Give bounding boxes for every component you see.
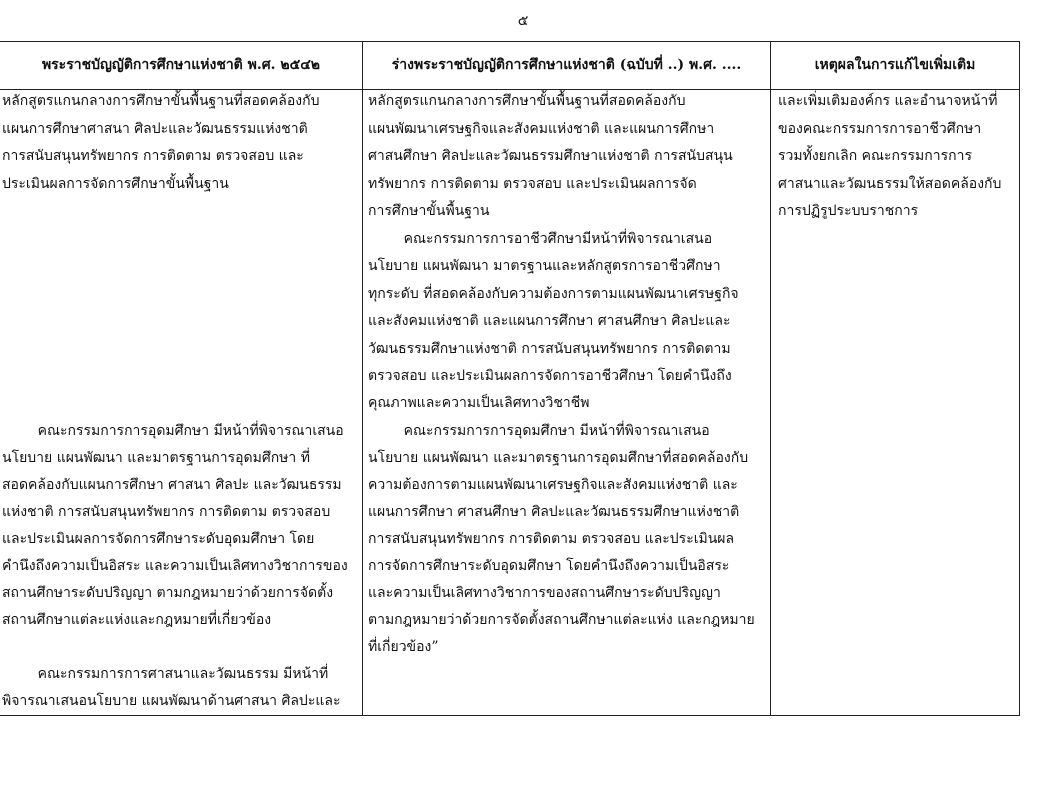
- col1-line: การสนับสนุนทรัพยากร การติดตาม ตรวจสอบ และ: [2, 148, 304, 164]
- col3-line: รวมทั้งยกเลิก คณะกรรมการการ: [778, 148, 972, 164]
- header-current-act: พระราชบัญญัติการศึกษาแห่งชาติ พ.ศ. ๒๕๔๒: [41, 57, 321, 73]
- col2-line: ตรวจสอบ และประเมินผลการจัดการอาชีวศึกษา โดยคำนึงถึง: [368, 368, 732, 384]
- header-reason: เหตุผลในการแก้ไขเพิ่มเติม: [814, 57, 976, 73]
- col2-line: วัฒนธรรมศึกษาแห่งชาติ การสนับสนุนทรัพยากร การติดตาม: [368, 341, 731, 357]
- col1-line: แห่งชาติ การสนับสนุนทรัพยากร การติดตาม ตรวจสอบ: [2, 504, 331, 520]
- col1-line: ประเมินผลการจัดการศึกษาขั้นพื้นฐาน: [2, 176, 229, 192]
- col2-line: ที่เกี่ยวข้อง”: [368, 639, 439, 655]
- page-number: ๕: [517, 13, 529, 29]
- col2-line: แผนการศึกษา ศาสนศึกษา ศิลปะและวัฒนธรรมศึกษาแห่งชาติ: [368, 504, 740, 520]
- col3-line: การปฏิรูประบบราชการ: [778, 203, 919, 219]
- col1-line: สถานศึกษาแต่ละแห่งและกฎหมายที่เกี่ยวข้อง: [2, 612, 272, 628]
- col1-line: คณะกรรมการการอุดมศึกษา มีหน้าที่พิจารณาเสนอ: [2, 423, 344, 439]
- table-top-border: [0, 41, 1020, 42]
- col2-line: และสังคมแห่งชาติ และแผนการศึกษา ศาสนศึกษา ศิลปะและ: [368, 313, 731, 329]
- col1-line: สถานศึกษาระดับปริญญา ตามกฎหมายว่าด้วยการจัดตั้ง: [2, 585, 334, 601]
- col2-line: ทรัพยากร การติดตาม ตรวจสอบ และประเมินผลการจัด: [368, 176, 697, 192]
- col2-line: ทุกระดับ ที่สอดคล้องกับความต้องการตามแผนพัฒนาเศรษฐกิจ: [368, 286, 739, 302]
- col2-line: นโยบาย แผนพัฒนา และมาตรฐานการอุดมศึกษาที่สอดคล้องกับ: [368, 450, 749, 466]
- col3-line: ของคณะกรรมการการอาชีวศึกษา: [778, 121, 982, 137]
- col1-line: สอดคล้องกับแผนการศึกษา ศาสนา ศิลปะ และวัฒนธรรม: [2, 477, 342, 493]
- col2-line: ตามกฎหมายว่าด้วยการจัดตั้งสถานศึกษาแต่ละแห่ง และกฎหมาย: [368, 612, 755, 628]
- col1-line: คำนึงถึงความเป็นอิสระ และความเป็นเลิศทางวิชาการของ: [2, 558, 348, 574]
- col2-line: ความต้องการตามแผนพัฒนาเศรษฐกิจและสังคมแห่งชาติ และ: [368, 477, 738, 493]
- col1-line: นโยบาย แผนพัฒนา และมาตรฐานการอุดมศึกษา ที่: [2, 450, 310, 466]
- col2-line: ศาสนศึกษา ศิลปะและวัฒนธรรมศึกษาแห่งชาติ การสนับสนุน: [368, 148, 733, 164]
- col2-line: คณะกรรมการการอาชีวศึกษามีหน้าที่พิจารณาเสนอ: [368, 231, 713, 247]
- col2-line: คณะกรรมการการอุดมศึกษา มีหน้าที่พิจารณาเสนอ: [368, 423, 710, 439]
- col2-line: การจัดการศึกษาระดับอุดมศึกษา โดยคำนึงถึงความเป็นอิสระ: [368, 558, 730, 574]
- col2-line: นโยบาย แผนพัฒนา มาตรฐานและหลักสูตรการอาชีวศึกษา: [368, 258, 721, 274]
- col1-line: และประเมินผลการจัดการศึกษาระดับอุดมศึกษา โดย: [2, 531, 315, 547]
- col3-line: และเพิ่มเติมองค์กร และอำนาจหน้าที่: [778, 93, 998, 109]
- col2-line: หลักสูตรแกนกลางการศึกษาขั้นพื้นฐานที่สอดคล้องกับ: [368, 93, 686, 109]
- column-divider-1: [362, 41, 363, 716]
- col2-line: คุณภาพและความเป็นเลิศทางวิชาชีพ: [368, 395, 590, 411]
- col3-line: ศาสนาและวัฒนธรรมให้สอดคล้องกับ: [778, 176, 1002, 192]
- col2-line: และความเป็นเลิศทางวิชาการของสถานศึกษาระดับปริญญา: [368, 585, 721, 601]
- col1-line: พิจารณาเสนอนโยบาย แผนพัฒนาด้านศาสนา ศิลปะและ: [2, 693, 341, 709]
- col2-line: การศึกษาขั้นพื้นฐาน: [368, 203, 490, 219]
- col1-line: แผนการศึกษาศาสนา ศิลปะและวัฒนธรรมแห่งชาติ: [2, 121, 308, 137]
- col1-line: หลักสูตรแกนกลางการศึกษาขั้นพื้นฐานที่สอดคล้องกับ: [2, 93, 320, 109]
- col2-line: การสนับสนุนทรัพยากร การติดตาม ตรวจสอบ และประเมินผล: [368, 531, 735, 547]
- header-draft-act: ร่างพระราชบัญญัติการศึกษาแห่งชาติ (ฉบับที่ ..) พ.ศ. ....: [391, 57, 742, 73]
- col1-line: คณะกรรมการการศาสนาและวัฒนธรรม มีหน้าที่: [2, 666, 329, 682]
- table-right-border: [1019, 41, 1020, 716]
- col2-line: แผนพัฒนาเศรษฐกิจและสังคมแห่งชาติ และแผนการศึกษา: [368, 121, 715, 137]
- table-bottom-border: [0, 715, 1020, 716]
- column-divider-2: [770, 41, 771, 716]
